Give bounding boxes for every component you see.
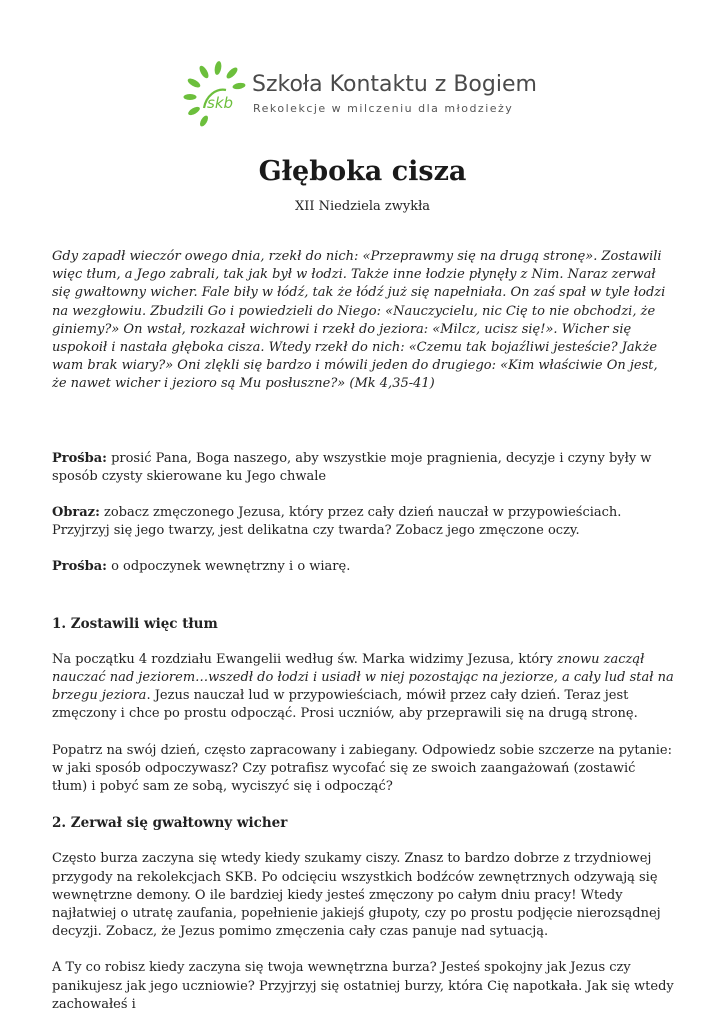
brand-tagline: Rekolekcje w milczeniu dla młodzieży <box>253 102 514 115</box>
prosba-label: Prośba: <box>52 450 107 466</box>
logo <box>182 58 542 130</box>
section1-paragraph-1 <box>52 651 674 724</box>
section1-p1-italic: znowu zaczął nauczać nad jeziorem…wszedł do łodzi i usiadł w niej pozostając na jeziorze, a cały lud stał na brzegu jeziora <box>52 651 674 704</box>
prosba2-paragraph <box>52 558 674 576</box>
section1-heading: 1. Zostawili więc tłum <box>52 615 218 632</box>
prosba2-label: Prośba: <box>52 559 107 575</box>
section1-paragraph-2: Popatrz na swój dzień, często zapracowany i zabiegany. Odpowiedz sobie szczerze na pytanie: w jaki sposób odpoczywasz? Czy potrafisz wycofać się ze swoich zaangażowań (zostawić tłum) i pobyć sam ze sobą, wyciszyć się i odpocząć? <box>52 742 672 795</box>
scripture-quote: Gdy zapadł wieczór owego dnia, rzekł do nich: «Przeprawmy się na drugą stronę». Zostawili więc tłum, a Jego zabrali, tak jak był w łodzi. Także inne łodzie płynęły z Nim. Naraz zerwał się gwałtowny wicher. Fale biły w łódź, tak że łódź już się napełniała. On zaś spał w tyle łodzi na wezgłowiu. Zbudzili Go i powiedzieli do Niego: «Nauczycielu, nic Cię to nie obchodzi, że giniemy?» On wstał, rozkazał wichrowi i rzekł do jeziora: «Milcz, ucisz się!». Wicher się uspokoił i nastała głęboka cisza. Wtedy rzekł do nich: «Czemu tak bojaźliwi jesteście? Jakże wam brak wiary?» Oni zlękli się bardzo i mówili jeden do drugiego: «Kim właściwie On jest, że nawet wicher i jezioro są Mu posłuszne?» (Mk 4,35-41) <box>52 249 666 392</box>
article-body <box>52 248 674 1014</box>
page-subtitle: XII Niedziela zwykła <box>294 199 431 214</box>
sun-logo-icon <box>182 58 252 130</box>
brand-name: Szkoła Kontaktu z Bogiem <box>252 72 537 97</box>
page-title: Głęboka cisza <box>258 156 467 187</box>
section2-heading: 2. Zerwał się gwałtowny wicher <box>52 815 288 832</box>
section2-paragraph-2: A Ty co robisz kiedy zaczyna się twoja wewnętrzna burza? Jesteś spokojny jak Jezus czy panikujesz jak jego uczniowie? Przyjrzyj się ostatniej burzy, która Cię napotkała. Jak się wtedy zachowałeś i <box>52 960 674 1012</box>
section1-p1-text-b: . Jezus nauczał lud w przypowieściach, mówił przez cały dzień. Teraz jest zmęczony i chce po prostu odpocząć. Prosi uczniów, aby przeprawili się na drugą stronę. <box>52 688 638 722</box>
obraz-label: Obraz: <box>52 505 100 521</box>
prosba-paragraph <box>52 450 674 486</box>
obraz-text: zobacz zmęczonego Jezusa, który przez cały dzień nauczał w przypowieściach. Przyjrzyj się jego twarzy, jest delikatna czy twarda? Zobacz jego zmęczone oczy. <box>52 505 622 539</box>
prosba2-text: o odpoczynek wewnętrzny i o wiarę. <box>106 559 351 575</box>
section1-p1-text-a: Na początku 4 rozdziału Ewangelii według św. Marka widzimy Jezusa, który <box>52 651 557 667</box>
section2-paragraph-1: Często burza zaczyna się wtedy kiedy szukamy ciszy. Znasz to bardzo dobrze z trzydniowej przygody na rekolekcjach SKB. Po odcięciu wszystkich bodźców zewnętrznych odzywają się wewnętrzne demony. O ile bardziej kiedy jesteś zmęczony po całym dniu pracy! Wtedy najłatwiej o utratę zaufania, popełnienie jakiejś głupoty, czy po prostu podjęcie nierozsądnej decyzji. Zobacz, że Jezus pomimo zmęczenia cały czas panuje nad sytuacją. <box>52 851 661 940</box>
prosba-text: prosić Pana, Boga naszego, aby wszystkie moje pragnienia, decyzje i czyny były w sposób czysty skierowane ku Jego chwale <box>52 450 652 484</box>
svg-text:skb: skb <box>207 94 234 112</box>
obraz-paragraph <box>52 504 674 540</box>
